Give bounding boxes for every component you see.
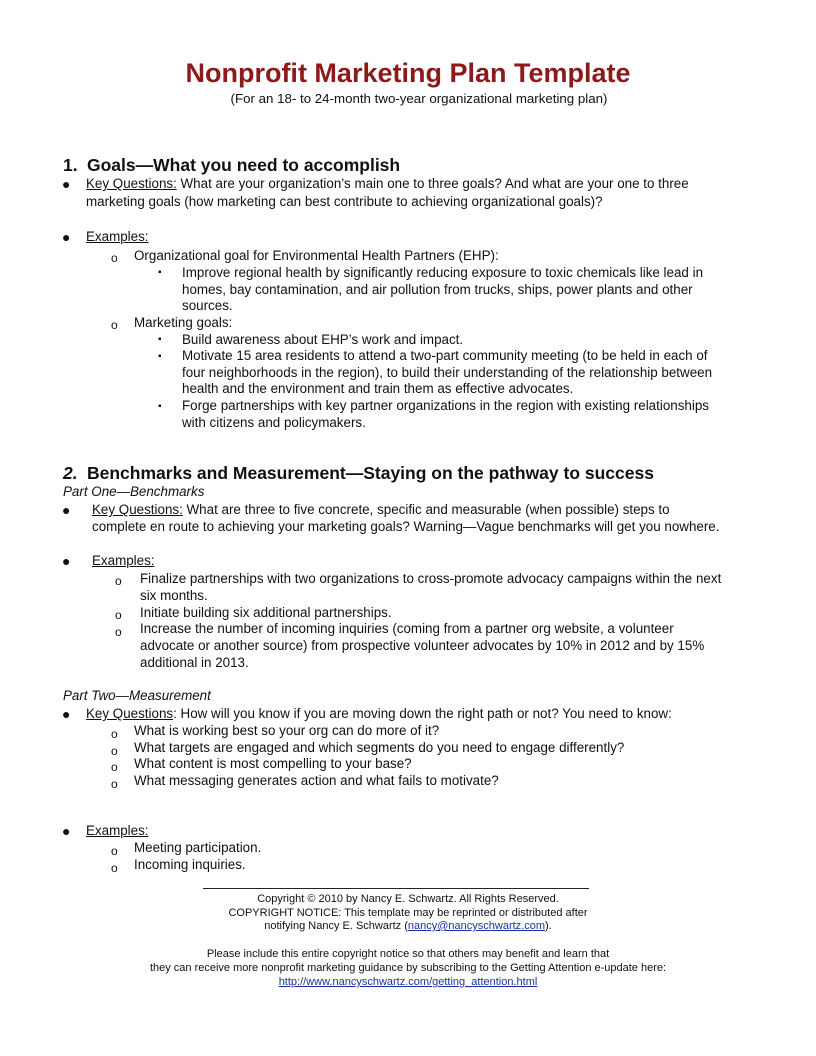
s2-example2-1: Meeting participation. <box>134 840 262 855</box>
s2-examples-label: Examples: <box>92 553 155 568</box>
bullet-circle-icon: o <box>111 760 118 774</box>
s1-mkt-goal-2b: four neighborhoods in the region), to build their understanding of the relationship between <box>182 365 713 380</box>
footer-include-notice: Please include this entire copyright notice so that others may benefit and learn that <box>206 948 610 960</box>
s2-question-4: What messaging generates action and what fails to motivate? <box>134 773 499 788</box>
s1-mkt-goal-3a: Forge partnerships with key partner organizations in the region with existing relationships <box>182 398 709 413</box>
footer-notify-end: ). <box>545 920 552 932</box>
bullet-circle-icon: o <box>115 625 122 639</box>
email-link[interactable]: nancy@nancyschwartz.com <box>407 920 546 932</box>
footer-notify-text: notifying Nancy E. Schwartz ( <box>264 920 408 932</box>
section-2-number: 2. <box>63 463 78 483</box>
footer-subscribe: they can receive more nonprofit marketing guidance by subscribing to the Getting Attention e-update here: <box>149 962 667 974</box>
getting-attention-link[interactable]: http://www.nancyschwartz.com/getting_attention.html <box>278 976 538 988</box>
footer-url-line <box>0 976 816 989</box>
footer-notice: COPYRIGHT NOTICE: This template may be reprinted or distributed after <box>228 907 588 919</box>
bullet-circle-icon: o <box>115 608 122 622</box>
s2-part-one: Part One—Benchmarks <box>63 484 205 499</box>
s1-org-goal-item-1: Improve regional health by significantly reducing exposure to toxic chemicals like lead in <box>182 265 704 280</box>
bullet-square-icon: ▪ <box>158 351 162 362</box>
s2-example2-2: Incoming inquiries. <box>134 857 246 872</box>
s1-examples-label: Examples: <box>86 229 149 244</box>
key-questions-label: Key Questions: <box>92 502 183 517</box>
bullet-dot-icon: ● <box>62 553 71 569</box>
s1-marketing-goals: Marketing goals: <box>134 315 233 330</box>
bullet-circle-icon: o <box>111 727 118 741</box>
s1-mkt-goal-2a: Motivate 15 area residents to attend a two-part community meeting (to be held in each of <box>182 348 708 363</box>
key-questions-label: Key Questions <box>86 706 174 721</box>
bullet-dot-icon: ● <box>62 229 71 245</box>
s1-mkt-goal-3b: with citizens and policymakers. <box>182 415 366 430</box>
page-subtitle: (For an 18- to 24-month two-year organizational marketing plan) <box>230 91 608 106</box>
bullet-dot-icon: ● <box>62 706 71 722</box>
bullet-circle-icon: o <box>111 844 118 858</box>
key-questions-text: : How will you know if you are moving down the right path or not? You need to know: <box>173 706 672 721</box>
s2-question-2: What targets are engaged and which segments do you need to engage differently? <box>134 740 625 755</box>
bullet-circle-icon: o <box>111 318 118 332</box>
s2-example-1b: six months. <box>140 588 208 603</box>
footer-divider <box>203 888 589 889</box>
key-questions-text: What are three to five concrete, specific and measurable (when possible) steps to <box>182 502 670 517</box>
s1-org-goal-item-3: sources. <box>182 298 233 313</box>
page-title: Nonprofit Marketing Plan Template <box>185 58 631 88</box>
s2-example-2: Initiate building six additional partnerships. <box>140 605 392 620</box>
s1-key-questions <box>86 176 689 193</box>
s1-org-goal: Organizational goal for Environmental Health Partners (EHP): <box>134 248 499 263</box>
s2-key-questions-line2: complete en route to achieving your marketing goals? Warning—Vague benchmarks will get you nowhere. <box>92 519 720 534</box>
s2-example-1a: Finalize partnerships with two organizations to cross-promote advocacy campaigns within the next <box>140 571 722 586</box>
footer-copyright: Copyright © 2010 by Nancy E. Schwartz. All Rights Reserved. <box>257 893 559 905</box>
s2-key-questions-2 <box>86 706 672 723</box>
s2-part-two: Part Two—Measurement <box>63 688 211 703</box>
s2-examples-2-label: Examples: <box>86 823 149 838</box>
section-2-heading: Benchmarks and Measurement—Staying on the pathway to success <box>87 463 654 483</box>
footer-notify <box>0 920 816 933</box>
s2-example-3b: advocate or another source) from prospective volunteer advocates by 10% in 2012 and by 15% <box>140 638 705 653</box>
section-1-heading: Goals—What you need to accomplish <box>87 155 401 175</box>
bullet-circle-icon: o <box>115 574 122 588</box>
key-questions-text: What are your organization’s main one to three goals? And what are your one to three <box>176 176 689 191</box>
s1-org-goal-item-2: homes, bay contamination, and air pollution from trucks, ships, power plants and other <box>182 282 693 297</box>
s2-example-3a: Increase the number of incoming inquiries (coming from a partner org website, a volunteer <box>140 621 674 636</box>
s1-mkt-goal-2c: health and the environment and train them as effective advocates. <box>182 381 574 396</box>
bullet-square-icon: ▪ <box>158 267 162 278</box>
s2-key-questions <box>92 502 670 519</box>
bullet-square-icon: ▪ <box>158 334 162 345</box>
s2-example-3c: additional in 2013. <box>140 655 249 670</box>
bullet-square-icon: ▪ <box>158 401 162 412</box>
s1-mkt-goal-1: Build awareness about EHP’s work and impact. <box>182 332 464 347</box>
bullet-dot-icon: ● <box>62 823 71 839</box>
bullet-circle-icon: o <box>111 744 118 758</box>
section-1-number: 1. <box>63 155 78 175</box>
bullet-circle-icon: o <box>111 861 118 875</box>
key-questions-label: Key Questions: <box>86 176 177 191</box>
s1-key-questions-line2: marketing goals (how marketing can best contribute to achieving organizational goals)? <box>86 194 603 209</box>
bullet-dot-icon: ● <box>62 176 71 192</box>
bullet-circle-icon: o <box>111 777 118 791</box>
s2-question-3: What content is most compelling to your base? <box>134 756 412 771</box>
s2-question-1: What is working best so your org can do more of it? <box>134 723 440 738</box>
bullet-dot-icon: ● <box>62 502 71 518</box>
bullet-circle-icon: o <box>111 251 118 265</box>
